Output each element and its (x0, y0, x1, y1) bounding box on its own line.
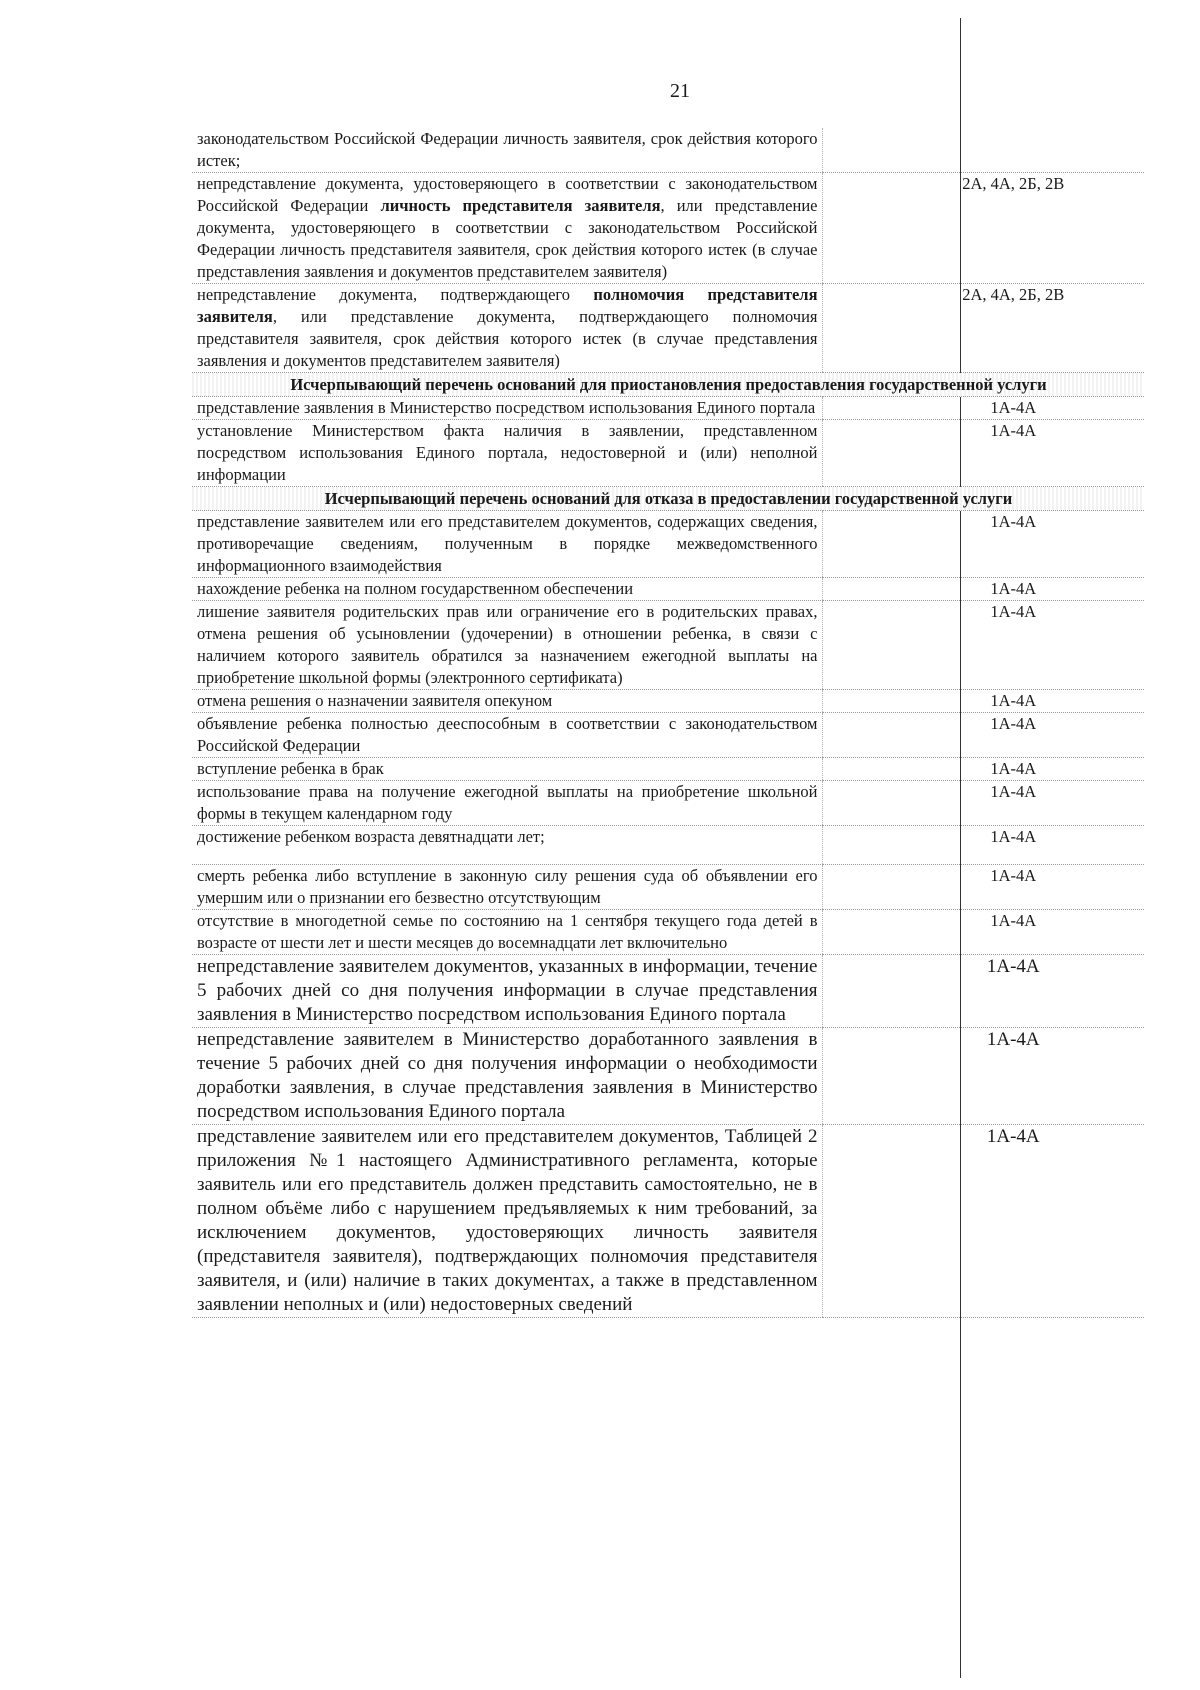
emphasis-text: личность представителя заявителя (380, 196, 661, 215)
text-fragment: , или представление документа, удостоверяющего в соответствии с законодательством Российской Федерации личность представителя заявителя, срок действия которого истек (в случае представления заявления и документов представителем заявителя) (197, 196, 818, 281)
text-fragment: непредставление документа, удостоверяющего в соответствии с законодательством Российской Федерации (197, 174, 818, 215)
ground-text (192, 173, 822, 284)
table-row (192, 1028, 1144, 1125)
ground-text (192, 284, 822, 373)
table-row (192, 420, 1144, 487)
applicant-category-code: 1А-4А (822, 601, 1144, 690)
section-heading: Исчерпывающий перечень оснований для приостановления предоставления государственной услуги (192, 373, 1144, 397)
ground-text: непредставление заявителем в Министерство доработанного заявления в течение 5 рабочих дней со дня получения информации о необходимости доработки заявления, в случае представления заявления в Министерство посредством использования Единого портала (192, 1028, 822, 1125)
table-row (192, 397, 1144, 420)
applicant-category-code: 1А-4А (822, 955, 1144, 1028)
grounds-table (192, 128, 1144, 1318)
applicant-category-code: 1А-4А (822, 781, 1144, 826)
applicant-category-code: 1А-4А (822, 826, 1144, 865)
ground-text: достижение ребенком возраста девятнадцати лет; (192, 826, 822, 865)
ground-text: лишение заявителя родительских прав или ограничение его в родительских правах, отмена решения об усыновлении (удочерении) в отношении ребенка, в связи с наличием которого заявитель обратился за назначением ежегодной выплаты на приобретение школьной формы (электронного сертификата) (192, 601, 822, 690)
table-row (192, 910, 1144, 955)
applicant-category-code: 1А-4А (822, 910, 1144, 955)
applicant-category-code: 1А-4А (822, 758, 1144, 781)
ground-text: отсутствие в многодетной семье по состоянию на 1 сентября текущего года детей в возрасте от шести лет и шести месяцев до восемнадцати лет включительно (192, 910, 822, 955)
table-row (192, 713, 1144, 758)
page-number: 21 (670, 80, 690, 102)
ground-text: отмена решения о назначении заявителя опекуном (192, 690, 822, 713)
ground-text: законодательством Российской Федерации личность заявителя, срок действия которого истек; (192, 128, 822, 173)
applicant-category-code: 1А-4А (822, 1125, 1144, 1318)
text-fragment: непредставление документа, подтверждающего (197, 285, 594, 304)
applicant-category-code: 1А-4А (822, 1028, 1144, 1125)
applicant-category-code: 1А-4А (822, 511, 1144, 578)
applicant-category-code: 2А, 4А, 2Б, 2В (822, 284, 1144, 373)
section-heading-row (192, 373, 1144, 397)
table-row (192, 601, 1144, 690)
applicant-category-code: 1А-4А (822, 690, 1144, 713)
table-row (192, 284, 1144, 373)
table-row (192, 578, 1144, 601)
section-heading-row (192, 487, 1144, 511)
table-row (192, 865, 1144, 910)
ground-text: объявление ребенка полностью дееспособным в соответствии с законодательством Российской Федерации (192, 713, 822, 758)
applicant-category-code: 1А-4А (822, 865, 1144, 910)
applicant-category-code: 2А, 4А, 2Б, 2В (822, 173, 1144, 284)
text-fragment: , или представление документа, подтверждающего полномочия представителя заявителя, срок действия которого истек (в случае представления заявления и документов представителем заявителя) (197, 307, 818, 370)
ground-text: использование права на получение ежегодной выплаты на приобретение школьной формы в текущем календарном году (192, 781, 822, 826)
applicant-category-code: 1А-4А (822, 713, 1144, 758)
emphasis-text: полномочия представителя заявителя (197, 285, 818, 326)
ground-text: представление заявления в Министерство посредством использования Единого портала (192, 397, 822, 420)
table-row (192, 1125, 1144, 1318)
applicant-category-code (822, 128, 1144, 173)
ground-text: непредставление заявителем документов, указанных в информации, течение 5 рабочих дней со дня получения информации в случае представления заявления в Министерство посредством использования Единого портала (192, 955, 822, 1028)
ground-text: вступление ребенка в брак (192, 758, 822, 781)
table-row (192, 690, 1144, 713)
applicant-category-code: 1А-4А (822, 578, 1144, 601)
ground-text: представление заявителем или его представителем документов, содержащих сведения, противоречащие сведениям, полученным в порядке межведомственного информационного взаимодействия (192, 511, 822, 578)
table-row (192, 173, 1144, 284)
table-row (192, 955, 1144, 1028)
section-heading: Исчерпывающий перечень оснований для отказа в предоставлении государственной услуги (192, 487, 1144, 511)
table-row (192, 128, 1144, 173)
ground-text: представление заявителем или его представителем документов, Таблицей 2 приложения №1 настоящего Административного регламента, которые заявитель или его представитель должен представить самостоятельно, не в полном объёме либо с нарушением предъявляемых к ним требований, за исключением документов, удостоверяющих личность заявителя (представителя заявителя), подтверждающих полномочия представителя заявителя, и (или) наличие в таких документах, а также в представленном заявлении неполных и (или) недостоверных сведений (192, 1125, 822, 1318)
ground-text: установление Министерством факта наличия в заявлении, представленном посредством использования Единого портала, недостоверной и (или) неполной информации (192, 420, 822, 487)
table-row (192, 826, 1144, 865)
applicant-category-code: 1А-4А (822, 397, 1144, 420)
table-row (192, 511, 1144, 578)
ground-text: нахождение ребенка на полном государственном обеспечении (192, 578, 822, 601)
table-row (192, 781, 1144, 826)
applicant-category-code: 1А-4А (822, 420, 1144, 487)
ground-text: смерть ребенка либо вступление в законную силу решения суда об объявлении его умершим или о признании его безвестно отсутствующим (192, 865, 822, 910)
table-row (192, 758, 1144, 781)
